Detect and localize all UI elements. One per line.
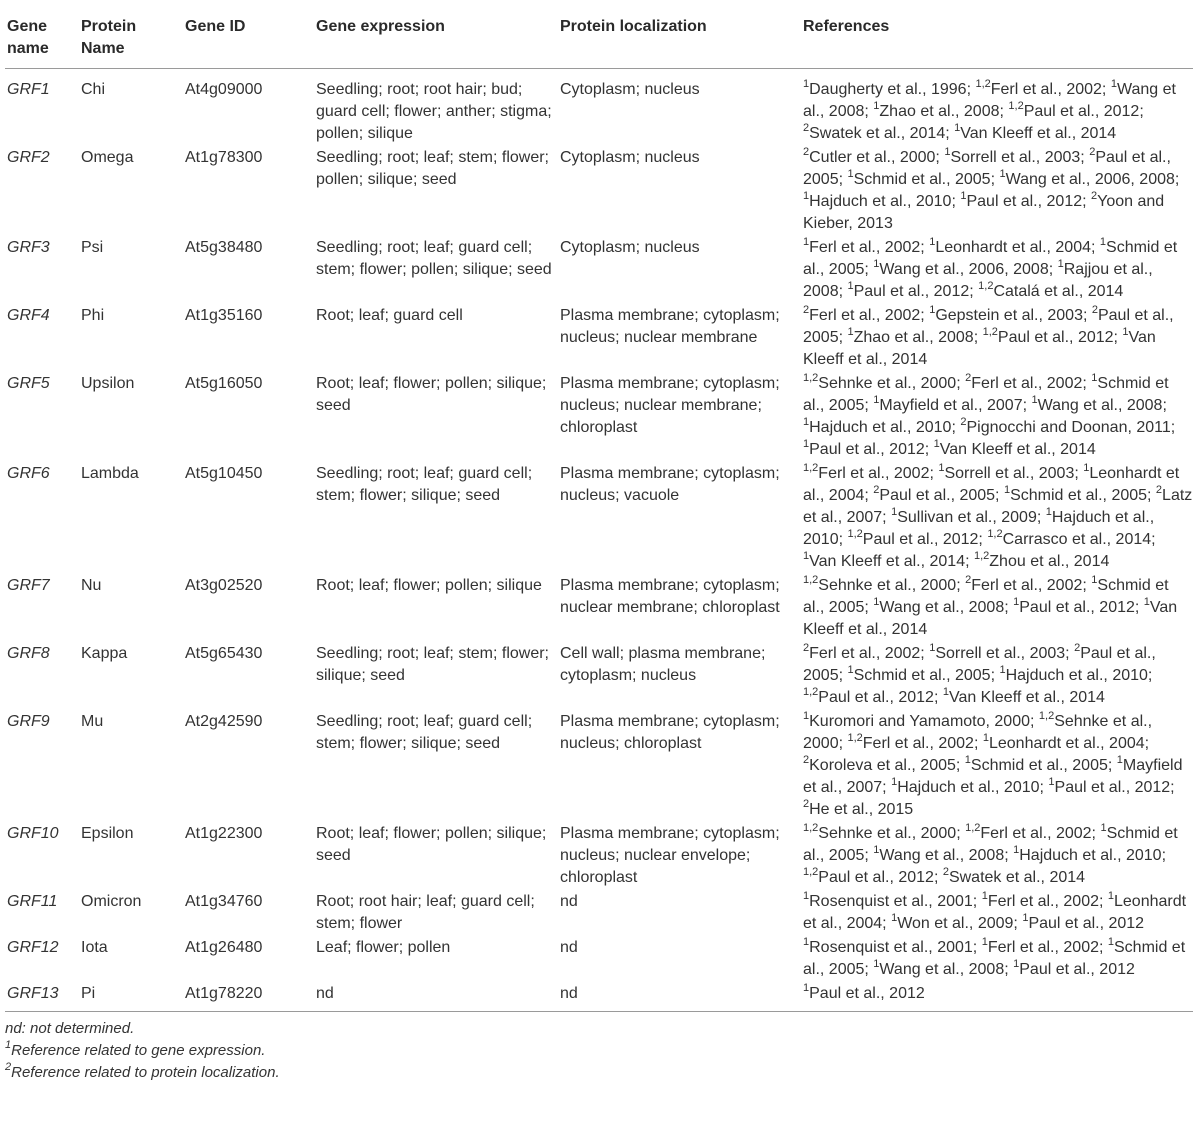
reference-marker: 1	[1107, 889, 1114, 902]
gene-expression-cell: Root; leaf; flower; pollen; silique	[316, 577, 542, 594]
reference-marker: 1	[964, 753, 971, 766]
reference-citation: Wang et al., 2008	[1037, 397, 1163, 414]
reference-marker: 1	[1107, 935, 1114, 948]
reference-marker: 1	[1013, 595, 1020, 608]
reference-citation: Ferl et al., 2002	[809, 645, 921, 662]
reference-marker: 1	[803, 189, 810, 202]
reference-citation: Wang et al., 2008	[879, 961, 1005, 978]
gene-expression-cell: Seedling; root; leaf; stem; flower; silique; seed	[316, 645, 549, 684]
gene-id-cell: At5g65430	[185, 645, 263, 662]
gene-expression-cell: Root; root hair; leaf; guard cell; stem; flower	[316, 893, 535, 932]
reference-citation: Rosenquist et al., 2001	[809, 893, 973, 910]
gene-expression-cell: nd	[314, 982, 558, 1012]
reference-citation: Wang et al., 2006, 2008	[879, 261, 1049, 278]
protein-localization-cell: Plasma membrane; cytoplasm; nucleus; vacuole	[560, 465, 780, 504]
reference-citation: Van Kleeff et al., 2014	[809, 553, 966, 570]
reference-marker: 1	[803, 709, 810, 722]
reference-citation: Schmid et al., 2005	[803, 825, 1178, 864]
reference-citation: Rosenquist et al., 2001	[809, 939, 973, 956]
reference-marker: 1	[891, 505, 898, 518]
reference-citation: Ferl et al., 2002	[809, 239, 921, 256]
reference-marker: 1	[981, 889, 988, 902]
protein-localization-cell: Plasma membrane; cytoplasm; nucleus; nuclear membrane	[560, 307, 780, 346]
reference-marker: 1,2	[803, 865, 819, 878]
protein-name-cell: Pi	[79, 982, 183, 1012]
reference-marker: 1	[1013, 843, 1020, 856]
reference-marker: 1	[1100, 821, 1107, 834]
gene-name-cell: GRF8	[7, 645, 50, 662]
reference-citation: Paul et al., 2012	[997, 329, 1114, 346]
reference-citation: Leonhardt et al., 2004	[935, 239, 1091, 256]
gene-id-cell: At3g02520	[185, 577, 263, 594]
protein-name-cell: Chi	[81, 81, 106, 98]
reference-marker: 1	[803, 77, 810, 90]
header-gene-name: Gene name	[5, 6, 79, 69]
gene-expression-cell: Root; leaf; flower; pollen; silique; seed	[316, 375, 547, 414]
protein-name-cell: Kappa	[81, 645, 128, 662]
reference-marker: 1	[1091, 371, 1098, 384]
reference-marker: 1	[1143, 595, 1150, 608]
reference-marker: 1	[1122, 325, 1129, 338]
reference-citation: Sullivan et al., 2009	[897, 509, 1037, 526]
reference-citation: Paul et al., 2005	[803, 149, 1171, 188]
reference-marker: 1	[873, 957, 880, 970]
reference-marker: 1	[873, 595, 880, 608]
reference-citation: Swatek et al., 2014	[948, 869, 1086, 886]
reference-marker: 1	[929, 641, 936, 654]
reference-citation: Paul et al., 2005	[879, 487, 996, 504]
reference-marker: 1	[954, 121, 961, 134]
reference-marker: 1,2	[847, 731, 863, 744]
header-row	[5, 6, 1193, 69]
reference-citation: Sehnke et al., 2000	[818, 375, 957, 392]
reference-citation: Paul et al., 2012	[1054, 779, 1171, 796]
reference-citation: Daugherty et al., 1996	[809, 81, 967, 98]
reference-marker: 1	[803, 981, 810, 994]
gene-name-cell: GRF13	[5, 982, 79, 1012]
reference-citation: He et al., 2015	[809, 801, 914, 818]
reference-citation: Paul et al., 2005	[803, 645, 1156, 684]
protein-name-cell: Iota	[81, 939, 108, 956]
header-gene-id: Gene ID	[183, 6, 314, 69]
reference-marker: 1	[1031, 393, 1038, 406]
reference-citation: Schmid et al., 2005	[1010, 487, 1148, 504]
protein-localization-cell: Plasma membrane; cytoplasm; nuclear membrane; chloroplast	[560, 577, 780, 616]
protein-localization-cell: nd	[560, 893, 578, 910]
gene-name-cell: GRF1	[7, 81, 50, 98]
reference-citation: Wang et al., 2008	[803, 81, 1176, 120]
reference-citation: Yoon and Kieber, 2013	[803, 193, 1165, 232]
reference-citation: Ferl et al., 2002	[971, 577, 1083, 594]
gene-id-cell: At1g78220	[183, 982, 314, 1012]
gene-name-cell: GRF7	[7, 577, 50, 594]
reference-citation: Paul et al., 2012	[809, 441, 925, 458]
references-cell: $^1$Rosenquist et al., 2001; $^1$Ferl et al., 2002; $^1$Schmid et al., 2005; $^1$Wang et al., 2008; $^1$Paul et al., 2012	[803, 935, 1186, 978]
reference-marker: 1,2	[973, 549, 990, 562]
reference-marker: 1,2	[847, 527, 863, 540]
reference-citation: Wang et al., 2008	[879, 847, 1005, 864]
reference-marker: 1	[944, 145, 951, 158]
gene-id-cell: At2g42590	[185, 713, 263, 730]
reference-citation: Paul et al., 2012	[818, 869, 934, 886]
reference-citation: Latz et al., 2007	[803, 487, 1193, 526]
reference-citation: Hajduch et al., 2010	[809, 193, 952, 210]
reference-marker: 1,2	[987, 527, 1003, 540]
reference-marker: 1	[873, 99, 880, 112]
reference-citation: Carrasco et al., 2014	[1002, 531, 1152, 548]
protein-localization-cell: Plasma membrane; cytoplasm; nucleus; nuclear envelope; chloroplast	[560, 825, 780, 886]
grf-table	[5, 6, 1193, 1012]
reference-citation: Zhou et al., 2014	[989, 553, 1110, 570]
reference-marker: 1	[847, 663, 854, 676]
reference-citation: Cutler et al., 2000	[809, 149, 936, 166]
reference-marker: 1	[999, 167, 1006, 180]
protein-localization-cell: Cytoplasm; nucleus	[560, 81, 700, 98]
reference-marker: 2	[1091, 189, 1098, 202]
reference-citation: Ferl et al., 2002	[980, 825, 1092, 842]
reference-marker: 1	[873, 393, 880, 406]
reference-marker: 2	[965, 371, 972, 384]
table-row	[5, 936, 1193, 982]
protein-name-cell: Omicron	[81, 893, 142, 910]
reference-citation: Paul et al., 2012	[1023, 103, 1140, 120]
table-row	[5, 69, 1193, 147]
reference-citation: Kuromori and Yamamoto, 2000	[809, 713, 1030, 730]
references-cell: $^{1,2}$Ferl et al., 2002; $^1$Sorrell et al., 2003; $^1$Leonhardt et al., 2004; $^2$Paul et al., 2005; $^1$Schmid et al., 2005; $^2$Latz et al., 2007; $^1$Sullivan et al., 2009; $^1$Hajduch et al., 2010; $^{1,2}$Paul et al., 2012; $^{1,2}$Carrasco et al., 2014; $^1$Van Kleeff et al., 2014; $^{1,2}$Zhou et al., 2014	[803, 461, 1193, 570]
header-protein-localization: Protein localization	[558, 6, 801, 69]
header-gene-expression: Gene expression	[314, 6, 558, 69]
reference-marker: 2	[803, 797, 810, 810]
references-cell: $^1$Daugherty et al., 1996; $^{1,2}$Ferl et al., 2002; $^1$Wang et al., 2008; $^1$Zhao et al., 2008; $^{1,2}$Paul et al., 2012; $^2$Swatek et al., 2014; $^1$Van Kleeff et al., 2014	[803, 77, 1176, 142]
table-row	[5, 574, 1193, 642]
references-cell: $^2$Ferl et al., 2002; $^1$Sorrell et al., 2003; $^2$Paul et al., 2005; $^1$Schmid et al., 2005; $^1$Hajduch et al., 2010; $^{1,2}$Paul et al., 2012; $^1$Van Kleeff et al., 2014	[803, 641, 1156, 706]
reference-citation: Zhao et al., 2008	[853, 329, 974, 346]
reference-citation: Van Kleeff et al., 2014	[960, 125, 1117, 142]
reference-citation: Swatek et al., 2014	[809, 125, 946, 142]
reference-marker: 1,2	[803, 685, 819, 698]
table-footnotes	[5, 1018, 1193, 1084]
reference-marker: 2	[803, 641, 810, 654]
references-cell: $^{1,2}$Sehnke et al., 2000; $^2$Ferl et al., 2002; $^1$Schmid et al., 2005; $^1$Wang et al., 2008; $^1$Paul et al., 2012; $^1$Van Kleeff et al., 2014	[803, 573, 1178, 638]
footnote-2-marker: 2	[5, 1061, 12, 1073]
protein-name-cell: Omega	[81, 149, 134, 166]
reference-citation: Hajduch et al., 2010	[1019, 847, 1162, 864]
gene-id-cell: At1g34760	[185, 893, 263, 910]
reference-citation: Wang et al., 2008	[879, 599, 1005, 616]
protein-name-cell: Nu	[81, 577, 102, 594]
protein-localization-cell: nd	[560, 939, 578, 956]
gene-id-cell: At5g16050	[185, 375, 263, 392]
protein-name-cell: Lambda	[81, 465, 139, 482]
reference-marker: 1	[891, 775, 898, 788]
reference-citation: Ferl et al., 2002	[990, 81, 1102, 98]
reference-citation: Schmid et al., 2005	[803, 375, 1169, 414]
gene-name-cell: GRF4	[7, 307, 50, 324]
reference-marker: 1	[1057, 257, 1064, 270]
references-cell: $^1$Ferl et al., 2002; $^1$Leonhardt et al., 2004; $^1$Schmid et al., 2005; $^1$Wang et al., 2006, 2008; $^1$Rajjou et al., 2008; $^1$Paul et al., 2012; $^{1,2}$Catalá et al., 2014	[803, 235, 1178, 300]
gene-expression-cell: Leaf; flower; pollen	[316, 939, 451, 956]
reference-marker: 1	[1045, 505, 1052, 518]
reference-citation: Ferl et al., 2002	[987, 893, 1099, 910]
reference-marker: 2	[1155, 483, 1163, 496]
reference-marker: 1,2	[803, 821, 819, 834]
reference-citation: Paul et al., 2012	[818, 689, 934, 706]
footnote-nd: nd: not determined.	[5, 1020, 135, 1037]
reference-citation: Paul et al., 2012	[966, 193, 1083, 210]
reference-marker: 1,2	[978, 279, 994, 292]
reference-citation: Hajduch et al., 2010	[1005, 667, 1148, 684]
reference-marker: 2	[965, 573, 972, 586]
references-cell	[801, 982, 1193, 1012]
reference-citation: Paul et al., 2012	[862, 531, 979, 548]
reference-marker: 1,2	[1008, 99, 1024, 112]
reference-citation: Paul et al., 2012	[1019, 599, 1135, 616]
reference-marker: 1	[847, 325, 854, 338]
table-row	[5, 642, 1193, 710]
protein-name-cell: Psi	[81, 239, 104, 256]
gene-name-cell: GRF2	[7, 149, 50, 166]
reference-citation: Van Kleeff et al., 2014	[948, 689, 1105, 706]
reference-citation: Hajduch et al., 2010	[803, 509, 1155, 548]
reference-marker: 1,2	[982, 325, 998, 338]
reference-marker: 1	[942, 685, 949, 698]
gene-expression-cell: Seedling; root; root hair; bud; guard cell; flower; anther; stigma; pollen; silique	[316, 81, 552, 142]
table-row	[5, 890, 1193, 936]
reference-marker: 1	[847, 167, 854, 180]
protein-localization-cell: Plasma membrane; cytoplasm; nucleus; chloroplast	[560, 713, 780, 752]
gene-name-cell: GRF3	[7, 239, 50, 256]
protein-name-cell: Phi	[81, 307, 105, 324]
gene-expression-cell: Root; leaf; guard cell	[316, 307, 463, 324]
reference-citation: Paul et al., 2012	[1019, 961, 1135, 978]
gene-expression-cell: Seedling; root; leaf; guard cell; stem; flower; silique; seed	[316, 713, 533, 752]
gene-name-cell: GRF10	[7, 825, 59, 842]
reference-citation: Sorrell et al., 2003	[944, 465, 1075, 482]
reference-marker: 1	[999, 663, 1006, 676]
reference-citation: Schmid et al., 2005	[803, 239, 1178, 278]
footnote-1-text: Reference related to gene expression.	[11, 1042, 266, 1059]
gene-expression-cell: Seedling; root; leaf; guard cell; stem; flower; pollen; silique; seed	[316, 239, 552, 278]
protein-localization-cell: Cytoplasm; nucleus	[560, 239, 700, 256]
gene-id-cell: At1g35160	[185, 307, 263, 324]
reference-citation: Leonhardt et al., 2004	[988, 735, 1145, 752]
reference-citation: Van Kleeff et al., 2014	[939, 441, 1096, 458]
reference-marker: 1	[929, 235, 936, 248]
table-row	[5, 372, 1193, 462]
reference-citation: Schmid et al., 2005	[970, 757, 1108, 774]
reference-citation: Ferl et al., 2002	[818, 465, 930, 482]
reference-marker: 1,2	[975, 77, 991, 90]
reference-marker: 1	[1022, 911, 1029, 924]
gene-expression-cell: Root; leaf; flower; pollen; silique; seed	[316, 825, 547, 864]
reference-citation: Schmid et al., 2005	[853, 171, 991, 188]
references-cell: $^1$Rosenquist et al., 2001; $^1$Ferl et al., 2002; $^1$Leonhardt et al., 2004; $^1$Won et al., 2009; $^1$Paul et al., 2012	[803, 889, 1187, 932]
protein-name-cell: Epsilon	[81, 825, 134, 842]
document-page	[5, 6, 1193, 1084]
gene-expression-cell: Seedling; root; leaf; stem; flower; pollen; silique; seed	[316, 149, 549, 188]
reference-marker: 1	[1099, 235, 1107, 248]
reference-citation: Wang et al., 2006, 2008	[1005, 171, 1175, 188]
reference-citation: Ferl et al., 2002	[862, 735, 974, 752]
reference-marker: 1	[803, 549, 810, 562]
reference-marker: 2	[1089, 145, 1096, 158]
references-cell: $^1$Kuromori and Yamamoto, 2000; $^{1,2}$Sehnke et al., 2000; $^{1,2}$Ferl et al., 2002; $^1$Leonhardt et al., 2004; $^2$Koroleva et al., 2005; $^1$Schmid et al., 2005; $^1$Mayfield et al., 2007; $^1$Hajduch et al., 2010; $^1$Paul et al., 2012; $^2$He et al., 2015	[803, 709, 1183, 818]
reference-citation: Hajduch et al., 2010	[897, 779, 1040, 796]
gene-id-cell: At1g26480	[185, 939, 263, 956]
table-row	[5, 146, 1193, 236]
reference-marker: 1	[847, 279, 854, 292]
protein-name-cell: Upsilon	[81, 375, 135, 392]
table-row	[5, 710, 1193, 822]
reference-citation: Sehnke et al., 2000	[818, 825, 957, 842]
reference-citation: Pignocchi and Doonan, 2011	[966, 419, 1171, 436]
reference-marker: 1	[981, 935, 988, 948]
gene-id-cell: At1g22300	[185, 825, 263, 842]
footnote-2-text: Reference related to protein localization.	[11, 1064, 280, 1081]
reference-citation: Sehnke et al., 2000	[803, 713, 1153, 752]
reference-marker: 2	[1091, 303, 1098, 316]
reference-marker: 1	[933, 437, 940, 450]
reference-citation: Van Kleeff et al., 2014	[803, 599, 1178, 638]
reference-citation: Sorrell et al., 2003	[950, 149, 1081, 166]
reference-citation: Paul et al., 2012	[853, 283, 970, 300]
reference-marker: 1	[803, 889, 810, 902]
protein-localization-cell: nd	[558, 982, 801, 1012]
reference-citation: Paul et al., 2012	[809, 985, 925, 1002]
protein-localization-cell: Cell wall; plasma membrane; cytoplasm; nucleus	[560, 645, 766, 684]
reference-marker: 1	[1083, 461, 1090, 474]
gene-name-cell: GRF11	[7, 893, 58, 910]
table-row	[5, 236, 1193, 304]
reference-citation: Ferl et al., 2002	[809, 307, 921, 324]
reference-marker: 1	[1116, 753, 1123, 766]
table-row	[5, 822, 1193, 890]
gene-name-cell: GRF6	[7, 465, 50, 482]
reference-marker: 1	[982, 731, 989, 744]
reference-marker: 1	[1091, 573, 1098, 586]
reference-citation: Schmid et al., 2005	[803, 577, 1169, 616]
table-row	[5, 462, 1193, 574]
reference-marker: 1,2	[803, 371, 819, 384]
reference-marker: 2	[1074, 641, 1081, 654]
reference-marker: 1	[873, 257, 880, 270]
reference-citation: Leonhardt et al., 2004	[803, 893, 1187, 932]
reference-marker: 1	[929, 303, 936, 316]
reference-citation: Koroleva et al., 2005	[809, 757, 956, 774]
reference-citation: Mayfield et al., 2007	[803, 757, 1183, 796]
reference-marker: 1,2	[1038, 709, 1055, 722]
reference-marker: 1	[803, 415, 810, 428]
reference-citation: Rajjou et al., 2008	[803, 261, 1153, 300]
protein-name-cell: Mu	[81, 713, 104, 730]
reference-marker: 1	[803, 935, 810, 948]
reference-citation: Ferl et al., 2002	[971, 375, 1083, 392]
reference-marker: 1	[1048, 775, 1055, 788]
reference-marker: 1	[1013, 957, 1020, 970]
table-body	[5, 69, 1193, 1012]
gene-id-cell: At4g09000	[185, 81, 263, 98]
reference-citation: Mayfield et al., 2007	[879, 397, 1023, 414]
protein-localization-cell: Cytoplasm; nucleus	[560, 149, 700, 166]
gene-id-cell: At5g10450	[185, 465, 263, 482]
reference-marker: 2	[960, 415, 967, 428]
reference-marker: 1	[960, 189, 967, 202]
header-protein-name: Protein Name	[79, 6, 183, 69]
reference-citation: Sehnke et al., 2000	[818, 577, 957, 594]
reference-citation: Schmid et al., 2005	[853, 667, 991, 684]
reference-marker: 1	[938, 461, 945, 474]
reference-citation: Catalá et al., 2014	[993, 283, 1124, 300]
reference-marker: 2	[803, 753, 810, 766]
reference-marker: 2	[803, 121, 810, 134]
gene-id-cell: At1g78300	[185, 149, 263, 166]
reference-marker: 2	[803, 145, 810, 158]
reference-marker: 1	[803, 235, 810, 248]
reference-citation: Hajduch et al., 2010	[809, 419, 952, 436]
reference-citation: Paul et al., 2012	[1028, 915, 1145, 932]
reference-marker: 1	[803, 437, 810, 450]
gene-id-cell: At5g38480	[185, 239, 263, 256]
reference-marker: 2	[942, 865, 949, 878]
reference-citation: Van Kleeff et al., 2014	[803, 329, 1156, 368]
gene-name-cell: GRF5	[7, 375, 50, 392]
reference-marker: 1	[1003, 483, 1011, 496]
reference-marker: 1	[891, 911, 898, 924]
reference-citation: Gepstein et al., 2003	[935, 307, 1083, 324]
references-cell: $^2$Ferl et al., 2002; $^1$Gepstein et al., 2003; $^2$Paul et al., 2005; $^1$Zhao et al., 2008; $^{1,2}$Paul et al., 2012; $^1$Van Kleeff et al., 2014	[803, 303, 1174, 368]
gene-name-cell: GRF12	[7, 939, 59, 956]
reference-citation: Paul et al., 2005	[803, 307, 1174, 346]
reference-marker: 1	[1110, 77, 1117, 90]
protein-localization-cell: Plasma membrane; cytoplasm; nucleus; nuclear membrane; chloroplast	[560, 375, 780, 436]
reference-citation: Zhao et al., 2008	[879, 103, 1000, 120]
footnote-1	[5, 1040, 1193, 1062]
reference-marker: 2	[873, 483, 880, 496]
footnote-1-marker: 1	[5, 1039, 12, 1051]
reference-marker: 1,2	[965, 821, 981, 834]
gene-name-cell: GRF9	[7, 713, 50, 730]
reference-marker: 1,2	[803, 573, 819, 586]
reference-citation: Ferl et al., 2002	[987, 939, 1099, 956]
header-references: References	[801, 6, 1193, 69]
table-row	[5, 304, 1193, 372]
reference-marker: 1	[873, 843, 880, 856]
gene-expression-cell: Seedling; root; leaf; guard cell; stem; flower; silique; seed	[316, 465, 533, 504]
table-row	[5, 982, 1193, 1012]
reference-citation: Schmid et al., 2005	[803, 939, 1186, 978]
references-cell: $^2$Cutler et al., 2000; $^1$Sorrell et al., 2003; $^2$Paul et al., 2005; $^1$Schmid et al., 2005; $^1$Wang et al., 2006, 2008; $^1$Hajduch et al., 2010; $^1$Paul et al., 2012; $^2$Yoon and Kieber, 2013	[803, 145, 1180, 232]
reference-citation: Won et al., 2009	[897, 915, 1014, 932]
footnote-2	[5, 1062, 1193, 1084]
reference-marker: 1,2	[803, 461, 819, 474]
reference-citation: Sorrell et al., 2003	[935, 645, 1066, 662]
reference-citation: Leonhardt et al., 2004	[803, 465, 1180, 504]
reference-marker: 2	[803, 303, 810, 316]
references-cell: $^{1,2}$Sehnke et al., 2000; $^{1,2}$Ferl et al., 2002; $^1$Schmid et al., 2005; $^1$Wang et al., 2008; $^1$Hajduch et al., 2010; $^{1,2}$Paul et al., 2012; $^2$Swatek et al., 2014	[803, 821, 1178, 886]
references-cell: $^{1,2}$Sehnke et al., 2000; $^2$Ferl et al., 2002; $^1$Schmid et al., 2005; $^1$Mayfield et al., 2007; $^1$Wang et al., 2008; $^1$Hajduch et al., 2010; $^2$Pignocchi and Doonan, 2011; $^1$Paul et al., 2012; $^1$Van Kleeff et al., 2014	[803, 371, 1176, 458]
